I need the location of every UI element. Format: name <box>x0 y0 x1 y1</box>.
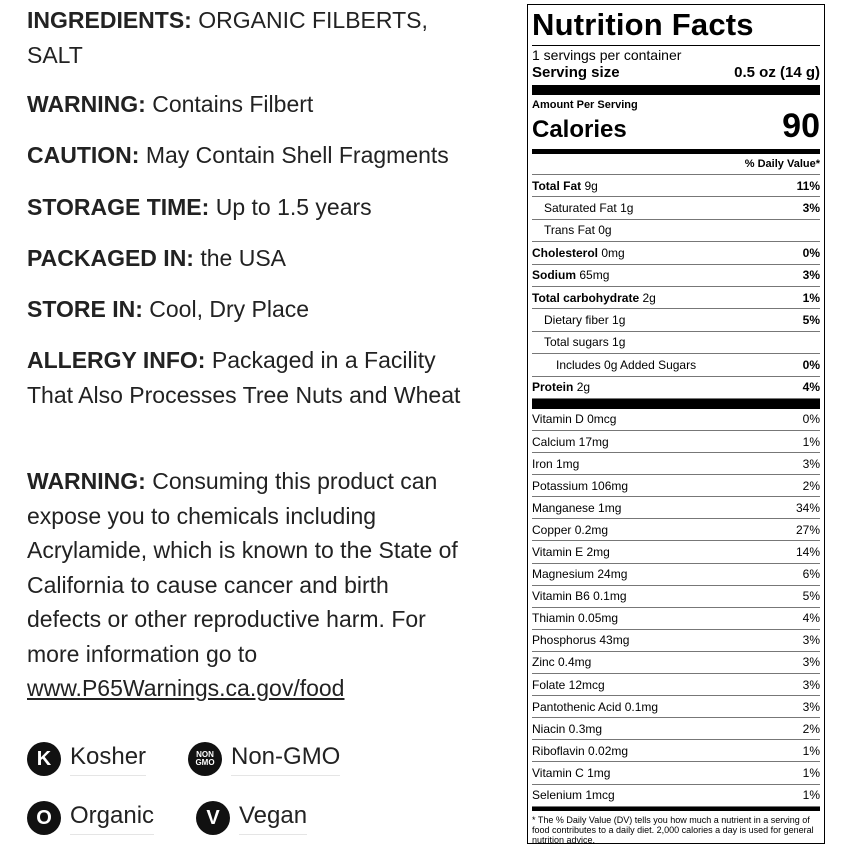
nutrient-label: Saturated Fat <box>544 201 617 216</box>
organic-label: Organic <box>70 802 154 835</box>
vitamin-daily-value: 2% <box>802 721 820 736</box>
caution-value: May Contain Shell Fragments <box>139 142 449 168</box>
organic-icon: O <box>27 801 61 835</box>
vitamin-label: Zinc 0.4mg <box>532 655 592 670</box>
nutrient-daily-value: 0% <box>802 245 820 260</box>
vitamin-daily-value: 34% <box>795 500 820 515</box>
serving-size-label: Serving size <box>532 64 620 81</box>
nutrient-daily-value: 11% <box>796 178 820 193</box>
vitamin-row <box>532 431 820 453</box>
non-gmo-badge <box>188 742 340 776</box>
nutrient-name <box>532 335 625 349</box>
nutrient-amount: 1g <box>620 201 634 216</box>
vitamin-row <box>532 541 820 563</box>
vitamin-label: Folate 12mcg <box>532 677 605 692</box>
nutrient-name <box>532 223 612 237</box>
nutrient-amount: 65mg <box>579 268 610 283</box>
nutrient-name <box>532 246 625 260</box>
prop65-text: Consuming this product can expose you to chemicals including Acrylamide, which is known to the State of California to cause cancer and birth defects or other reproductive harm. For more information go to <box>27 468 458 667</box>
nutrient-amount: 2g <box>576 380 591 395</box>
allergy-label: ALLERGY INFO: <box>27 347 206 373</box>
vitamin-label: Vitamin C 1mg <box>532 765 611 780</box>
p65-warnings-link[interactable]: www.P65Warnings.ca.gov/food <box>27 675 345 701</box>
nutrient-label: Includes 0g Added Sugars <box>556 357 697 372</box>
nutrient-name <box>532 268 609 282</box>
vitamin-label: Selenium 1mcg <box>532 788 615 803</box>
nutrient-label: Cholesterol <box>532 245 599 260</box>
amount-per-serving: Amount Per Serving <box>532 99 638 111</box>
nutrient-name <box>532 380 590 394</box>
nutrition-facts-panel <box>527 4 825 844</box>
vitamin-daily-value: 4% <box>802 611 820 626</box>
store-in-value: Cool, Dry Place <box>142 296 310 322</box>
non-gmo-icon-bottom-text: GMO <box>195 758 215 767</box>
vitamin-label: Niacin 0.3mg <box>532 721 603 736</box>
serving-size-row <box>532 63 820 82</box>
storage-time-line <box>27 190 482 225</box>
kosher-icon: K <box>27 742 61 776</box>
ingredients-label: INGREDIENTS: <box>27 7 192 33</box>
vitamin-row <box>532 674 820 696</box>
nutrient-row <box>532 354 820 376</box>
vitamin-daily-value: 2% <box>802 478 820 493</box>
kosher-label: Kosher <box>70 743 146 776</box>
nutrient-row <box>532 220 820 242</box>
nutrient-amount: 0g <box>598 223 612 238</box>
vitamin-label: Iron 1mg <box>532 456 580 471</box>
vitamin-label: Potassium 106mg <box>532 478 629 493</box>
vitamin-row <box>532 453 820 475</box>
vitamin-row <box>532 409 820 431</box>
nutrient-label: Sodium <box>532 268 576 283</box>
vitamin-row <box>532 475 820 497</box>
store-in-line <box>27 292 482 327</box>
nutrient-amount: 1g <box>612 335 626 350</box>
warning-contains-line <box>27 87 482 122</box>
nutrient-row <box>532 175 820 197</box>
vitamin-daily-value: 1% <box>802 434 820 449</box>
vitamin-label: Vitamin D 0mcg <box>532 412 617 427</box>
nutrient-row <box>532 309 820 331</box>
non-gmo-label: Non-GMO <box>231 743 340 776</box>
nutrient-label: Total carbohydrate <box>532 290 640 305</box>
nutrient-amount: 1g <box>612 313 626 328</box>
footnote: * The % Daily Value (DV) tells you how much a nutrient in a serving of food contributes to a daily diet. 2,000 calories a day is used for general nutrition advice. <box>532 814 814 845</box>
nutrient-daily-value: 0% <box>802 357 820 372</box>
vitamin-row <box>532 586 820 608</box>
vitamin-row <box>532 630 820 652</box>
ingredients-line <box>27 3 482 72</box>
vitamin-daily-value: 1% <box>802 765 820 780</box>
vitamin-row <box>532 785 820 807</box>
vitamin-daily-value: 3% <box>802 655 820 670</box>
vitamin-label: Vitamin E 2mg <box>532 545 610 560</box>
kosher-badge <box>27 742 146 776</box>
daily-value-header: % Daily Value* <box>532 154 820 175</box>
nutrient-label: Trans Fat <box>544 223 595 238</box>
vitamin-row <box>532 519 820 541</box>
organic-badge <box>27 801 154 835</box>
calories-label: Calories <box>532 116 627 143</box>
nutrient-daily-value: 1% <box>802 290 820 305</box>
vitamins-list <box>532 409 820 807</box>
vitamin-row <box>532 497 820 519</box>
store-in-label: STORE IN: <box>27 296 143 322</box>
vitamin-row <box>532 652 820 674</box>
vitamin-row <box>532 718 820 740</box>
nutrition-facts-title: Nutrition Facts <box>532 5 820 46</box>
vitamin-daily-value: 3% <box>802 677 820 692</box>
vitamin-label: Phosphorus 43mg <box>532 633 630 648</box>
vitamin-daily-value: 27% <box>795 522 820 537</box>
nutrient-name <box>532 358 696 372</box>
prop65-warning <box>27 464 467 706</box>
vitamin-row <box>532 608 820 630</box>
packaged-in-label: PACKAGED IN: <box>27 245 194 271</box>
vitamin-row <box>532 564 820 586</box>
ingredients-value: ORGANIC FILBERTS, SALT <box>27 7 428 68</box>
nutrient-daily-value: 5% <box>802 313 820 328</box>
prop65-label: WARNING: <box>27 468 146 494</box>
nutrient-amount: 9g <box>584 178 598 193</box>
storage-time-label: STORAGE TIME: <box>27 194 210 220</box>
vitamin-daily-value: 3% <box>802 456 820 471</box>
vitamin-daily-value: 3% <box>802 699 820 714</box>
nutrient-row <box>532 332 820 354</box>
non-gmo-icon-top-text: NON <box>196 750 214 759</box>
nutrient-daily-value: 4% <box>802 380 820 395</box>
vitamin-label: Copper 0.2mg <box>532 522 609 537</box>
calories-row <box>532 107 820 145</box>
vegan-badge <box>196 801 307 835</box>
nutrient-row <box>532 242 820 264</box>
vitamin-row <box>532 762 820 784</box>
packaged-in-value: the USA <box>193 245 287 271</box>
vitamin-label: Magnesium 24mg <box>532 567 628 582</box>
vitamin-label: Calcium 17mg <box>532 434 609 449</box>
vitamin-label: Pantothenic Acid 0.1mg <box>532 699 659 714</box>
packaged-in-line <box>27 241 482 276</box>
nutrient-daily-value: 3% <box>802 268 820 283</box>
vitamin-daily-value: 3% <box>802 633 820 648</box>
vitamin-daily-value: 6% <box>802 567 820 582</box>
vitamin-label: Thiamin 0.05mg <box>532 611 619 626</box>
vitamin-daily-value: 0% <box>802 412 820 427</box>
nutrient-name <box>532 291 656 305</box>
nutrient-name <box>532 179 598 193</box>
storage-time-value: Up to 1.5 years <box>209 194 372 220</box>
divider-thick <box>532 85 820 95</box>
servings-per-container: 1 servings per container <box>532 47 682 63</box>
nutrient-row <box>532 377 820 399</box>
nutrient-label: Protein <box>532 380 574 395</box>
nutrient-amount: 2g <box>642 290 656 305</box>
caution-line <box>27 138 482 173</box>
vitamin-daily-value: 1% <box>802 743 820 758</box>
calories-value: 90 <box>782 107 820 145</box>
nutrient-row <box>532 197 820 219</box>
vitamin-row <box>532 696 820 718</box>
nutrient-label: Dietary fiber <box>544 313 609 328</box>
nutrient-label: Total sugars <box>544 335 609 350</box>
allergy-value: Packaged in a Facility That Also Processes Tree Nuts and Wheat <box>27 347 461 408</box>
vitamin-daily-value: 1% <box>802 788 820 803</box>
vitamin-row <box>532 740 820 762</box>
allergy-info-line <box>27 343 467 412</box>
non-gmo-icon <box>188 742 222 776</box>
nutrient-daily-value: 3% <box>802 201 820 216</box>
vitamin-label: Manganese 1mg <box>532 500 622 515</box>
serving-size-value: 0.5 oz (14 g) <box>734 64 820 81</box>
vitamin-daily-value: 14% <box>795 545 820 560</box>
divider-thick-vitamins <box>532 399 820 409</box>
nutrient-amount: 0mg <box>601 245 625 260</box>
nutrient-name <box>532 201 633 215</box>
nutrients-list <box>532 175 820 399</box>
vegan-label: Vegan <box>239 802 307 835</box>
nutrient-name <box>532 313 625 327</box>
warning-label: WARNING: <box>27 91 146 117</box>
caution-label: CAUTION: <box>27 142 140 168</box>
nutrient-row <box>532 287 820 309</box>
vegan-icon: V <box>196 801 230 835</box>
warning-value: Contains Filbert <box>145 91 314 117</box>
vitamin-label: Vitamin B6 0.1mg <box>532 589 627 604</box>
nutrient-row <box>532 265 820 287</box>
nutrient-label: Total Fat <box>532 178 582 193</box>
vitamin-label: Riboflavin 0.02mg <box>532 743 629 758</box>
divider-footnote <box>532 807 820 811</box>
vitamin-daily-value: 5% <box>802 589 820 604</box>
